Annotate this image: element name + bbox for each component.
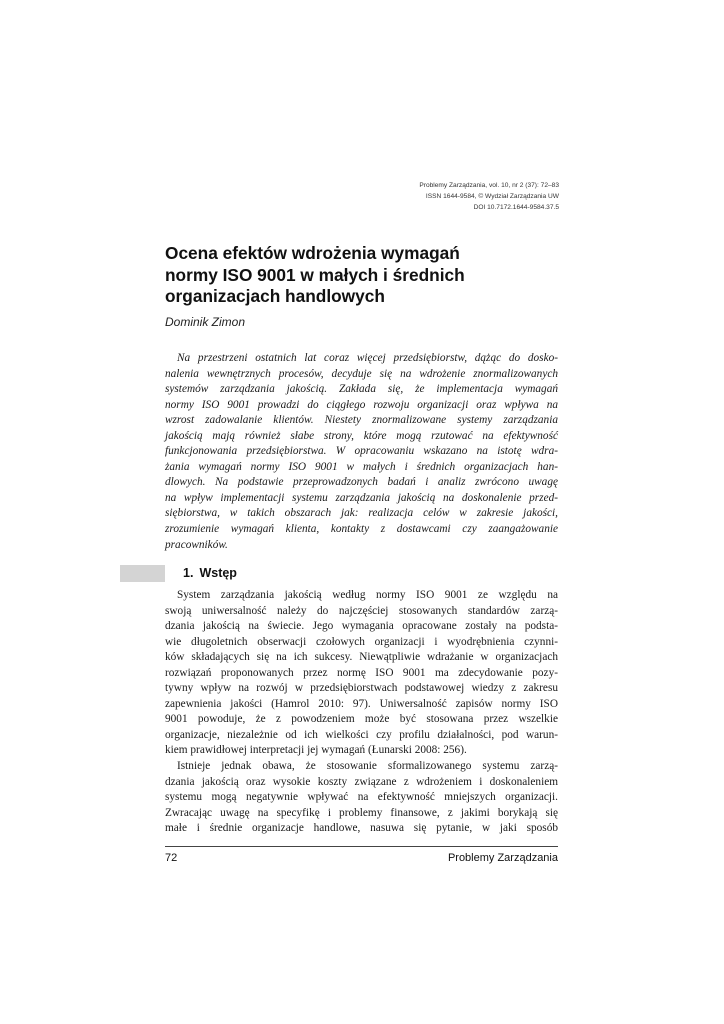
article-author: Dominik Zimon [165,315,246,329]
abstract-line: normy ISO 9001 prowadzi do ciągłego rozwoju organizacji oraz wpływa na [165,398,558,411]
body-line: Zwracając uwagę na specyfikę i problemy finansowe, z jakimi borykają się [165,806,559,819]
body-line: rozwiązań proponowanych przez normę ISO 9001 ma zdecydowanie pozy- [165,666,558,679]
section-marker-bar [120,565,165,582]
abstract-line: nalenia wewnętrznych procesów, decyduje się na wdrożenie znormalizowanych [165,367,558,380]
body-line: zapewnienia jakości (Hamrol 2010: 97). Uniwersalność zapisów normy ISO [165,697,558,710]
body-line: swoją uniwersalność należy do najczęściej stosowanych standardów zarzą- [165,604,558,617]
article-title-line: Ocena efektów wdrożenia wymagań [165,243,460,263]
body-line: systemu mogą negatywnie wpływać na efektywność mniejszych organizacji. [165,791,558,804]
article-title-line: normy ISO 9001 w małych i średnich [165,264,465,285]
body-line: kiem prawidłowej interpretacji jej wymagań (Łunarski 2008: 256). [165,744,467,757]
journal-issn-line: ISSN 1644-9584, © Wydział Zarządzania UW [425,193,559,200]
body-line: dzania jakością oraz wysokie koszty związane z wdrożeniem i doskonaleniem [165,775,559,788]
footer-journal-name: Problemy Zarządzania [447,852,558,864]
body-line: ków składających się na ich sukcesy. Niewątpliwie wdrażanie w organizacjach [165,651,558,664]
section-number: 1. [183,566,194,580]
footer-divider [165,846,558,847]
article-title [165,243,565,308]
abstract-line: jakością mają również słabe strony, które mogą rzutować na efektywność [165,429,558,442]
journal-citation-header [419,180,559,213]
body-line: Istnieje jednak obawa, że stosowanie sformalizowanego systemu zarzą- [177,760,558,773]
section-body-text [165,588,558,837]
body-line: System zarządzania jakością według normy ISO 9001 ze względu na [177,589,558,601]
abstract-line: Na przestrzeni ostatnich lat coraz więcej przedsiębiorstw, dążąc do dosko- [177,352,558,364]
section-heading [183,565,237,582]
body-line: małe i średnie organizacje handlowe, nasuwa się pytanie, w jaki sposób [165,822,558,835]
body-line: organizacje, niezależnie od ich wielkości czy profilu działalności, pod warun- [165,728,558,741]
abstract-line: dlowych. Na podstawie przeprowadzonych badań i analiz zwrócono uwagę [165,476,558,489]
abstract-line: żania wymagań normy ISO 9001 w małych i średnich organizacjach han- [165,460,558,473]
abstract-line: wzrost zadowalanie klientów. Niestety znormalizowane systemy zarządzania [165,414,558,427]
section-title: Wstęp [199,566,237,580]
abstract-line: zrozumienie wymagań klienta, kontakty z dostawcami czy zaangażowanie [165,523,558,536]
abstract-line: funkcjonowania przedsiębiorstwa. W opracowaniu wskazano na istotę wdra- [165,445,558,458]
abstract-line: systemów zarządzania jakością. Zakłada się, że implementacja wymagań [165,383,558,396]
journal-doi-line: DOI 10.7172.1644-9584.37.5 [473,204,559,211]
article-abstract [165,351,558,553]
body-line: 9001 powoduje, że z powodzeniem może być stosowana przez wszelkie [165,713,558,726]
journal-citation-line: Problemy Zarządzania, vol. 10, nr 2 (37): 72–83 [419,182,559,189]
body-line: tywny wpływ na rozwój w przedsiębiorstwach podstawowej wiedzy z zakresu [165,682,558,695]
body-line: dzania jakością na świecie. Jego wymagania opracowane zostały na podsta- [165,620,558,633]
article-title-line: organizacjach handlowych [165,286,385,306]
body-line: wie długoletnich obserwacji czołowych organizacji i wyodrębnienia czynni- [165,635,558,648]
abstract-line: pracowników. [165,538,228,551]
abstract-line: na wpływ implementacji systemu zarządzania jakością na doskonalenie przed- [165,491,558,504]
abstract-line: siębiorstwa, w takich obszarach jak: realizacja celów w zakresie jakości, [165,507,558,520]
page-number: 72 [165,852,178,864]
